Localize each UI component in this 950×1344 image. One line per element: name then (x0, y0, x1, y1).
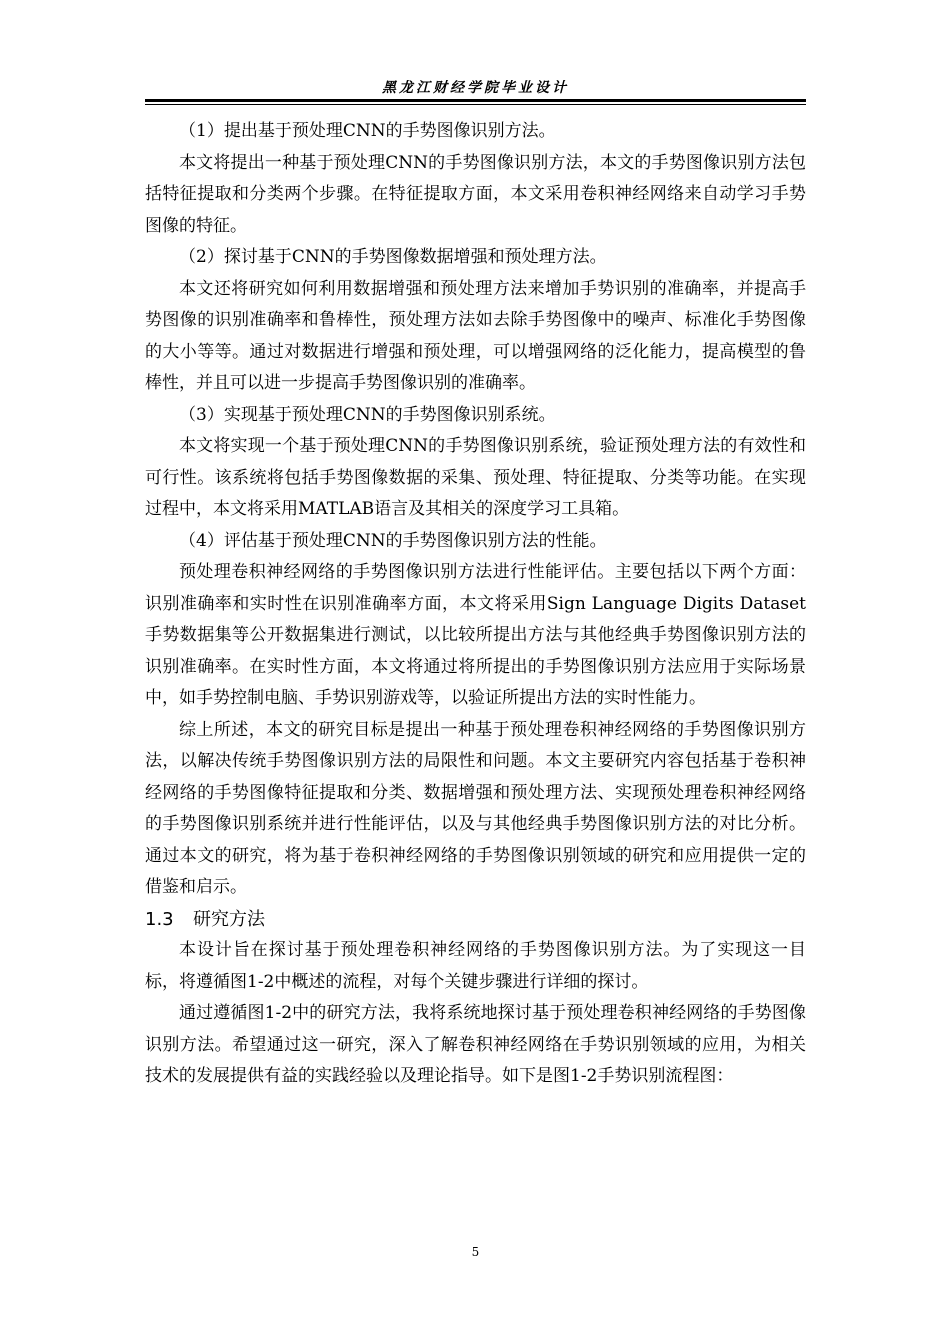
header-rule-thick (145, 99, 806, 102)
paragraph-feature-extraction: 本文将提出一种基于预处理CNN的手势图像识别方法，本文的手势图像识别方法包括特征提取和分类两个步骤。在特征提取方面，本文采用卷积神经网络来自动学习手势图像的特征。 (145, 152, 806, 236)
section-title: 研究方法 (193, 908, 265, 930)
section-heading (145, 904, 806, 936)
paragraph-item-2: （2）探讨基于CNN的手势图像数据增强和预处理方法。 (179, 247, 607, 267)
page-header-title: 黑龙江财经学院毕业设计 (382, 80, 569, 96)
page-number: 5 (471, 1245, 480, 1259)
header-rule-thin (145, 104, 806, 105)
section-number: 1.3 (145, 908, 174, 930)
paragraph-performance-evaluation: 预处理卷积神经网络的手势图像识别方法进行性能评估。主要包括以下两个方面：识别准确率和实时性在识别准确率方面，本文将采用Sign Language Digits Dataset手势数据集等公开数据集进行测试，以比较所提出方法与其他经典手势图像识别方法的识别准确率。在实时性方面，本文将通过将所提出的手势图像识别方法应用于实际场景中，如手势控制电脑、手势识别游戏等，以验证所提出方法的实时性能力。 (145, 562, 806, 708)
page-body (145, 116, 806, 1093)
paragraph-item-4: （4）评估基于预处理CNN的手势图像识别方法的性能。 (179, 530, 607, 551)
paragraph-method-detail: 通过遵循图1-2中的研究方法，我将系统地探讨基于预处理卷积神经网络的手势图像识别方法。希望通过这一研究，深入了解卷积神经网络在手势识别领域的应用，为相关技术的发展提供有益的实践经验以及理论指导。如下是图1-2手势识别流程图： (145, 1003, 806, 1086)
paragraph-summary: 综上所述，本文的研究目标是提出一种基于预处理卷积神经网络的手势图像识别方法，以解决传统手势图像识别方法的局限性和问题。本文主要研究内容包括基于卷积神经网络的手势图像特征提取和分类、数据增强和预处理方法、实现预处理卷积神经网络的手势图像识别系统并进行性能评估，以及与其他经典手势图像识别方法的对比分析。通过本文的研究，将为基于卷积神经网络的手势图像识别领域的研究和应用提供一定的借鉴和启示。 (145, 719, 806, 897)
paragraph-item-3: （3）实现基于预处理CNN的手势图像识别系统。 (179, 404, 556, 425)
paragraph-system-implementation: 本文将实现一个基于预处理CNN的手势图像识别系统，验证预处理方法的有效性和可行性。该系统将包括手势图像数据的采集、预处理、特征提取、分类等功能。在实现过程中，本文将采用MATLAB语言及其相关的深度学习工具箱。 (145, 436, 806, 519)
paragraph-item-1: （1）提出基于预处理CNN的手势图像识别方法。 (179, 121, 556, 141)
paragraph-method-intro: 本设计旨在探讨基于预处理卷积神经网络的手势图像识别方法。为了实现这一目标，将遵循图1-2中概述的流程，对每个关键步骤进行详细的探讨。 (145, 940, 806, 992)
paragraph-data-augmentation: 本文还将研究如何利用数据增强和预处理方法来增加手势识别的准确率，并提高手势图像的识别准确率和鲁棒性，预处理方法如去除手势图像中的噪声、标准化手势图像的大小等等。通过对数据进行增强和预处理，可以增强网络的泛化能力，提高模型的鲁棒性，并且可以进一步提高手势图像识别的准确率。 (145, 278, 806, 393)
